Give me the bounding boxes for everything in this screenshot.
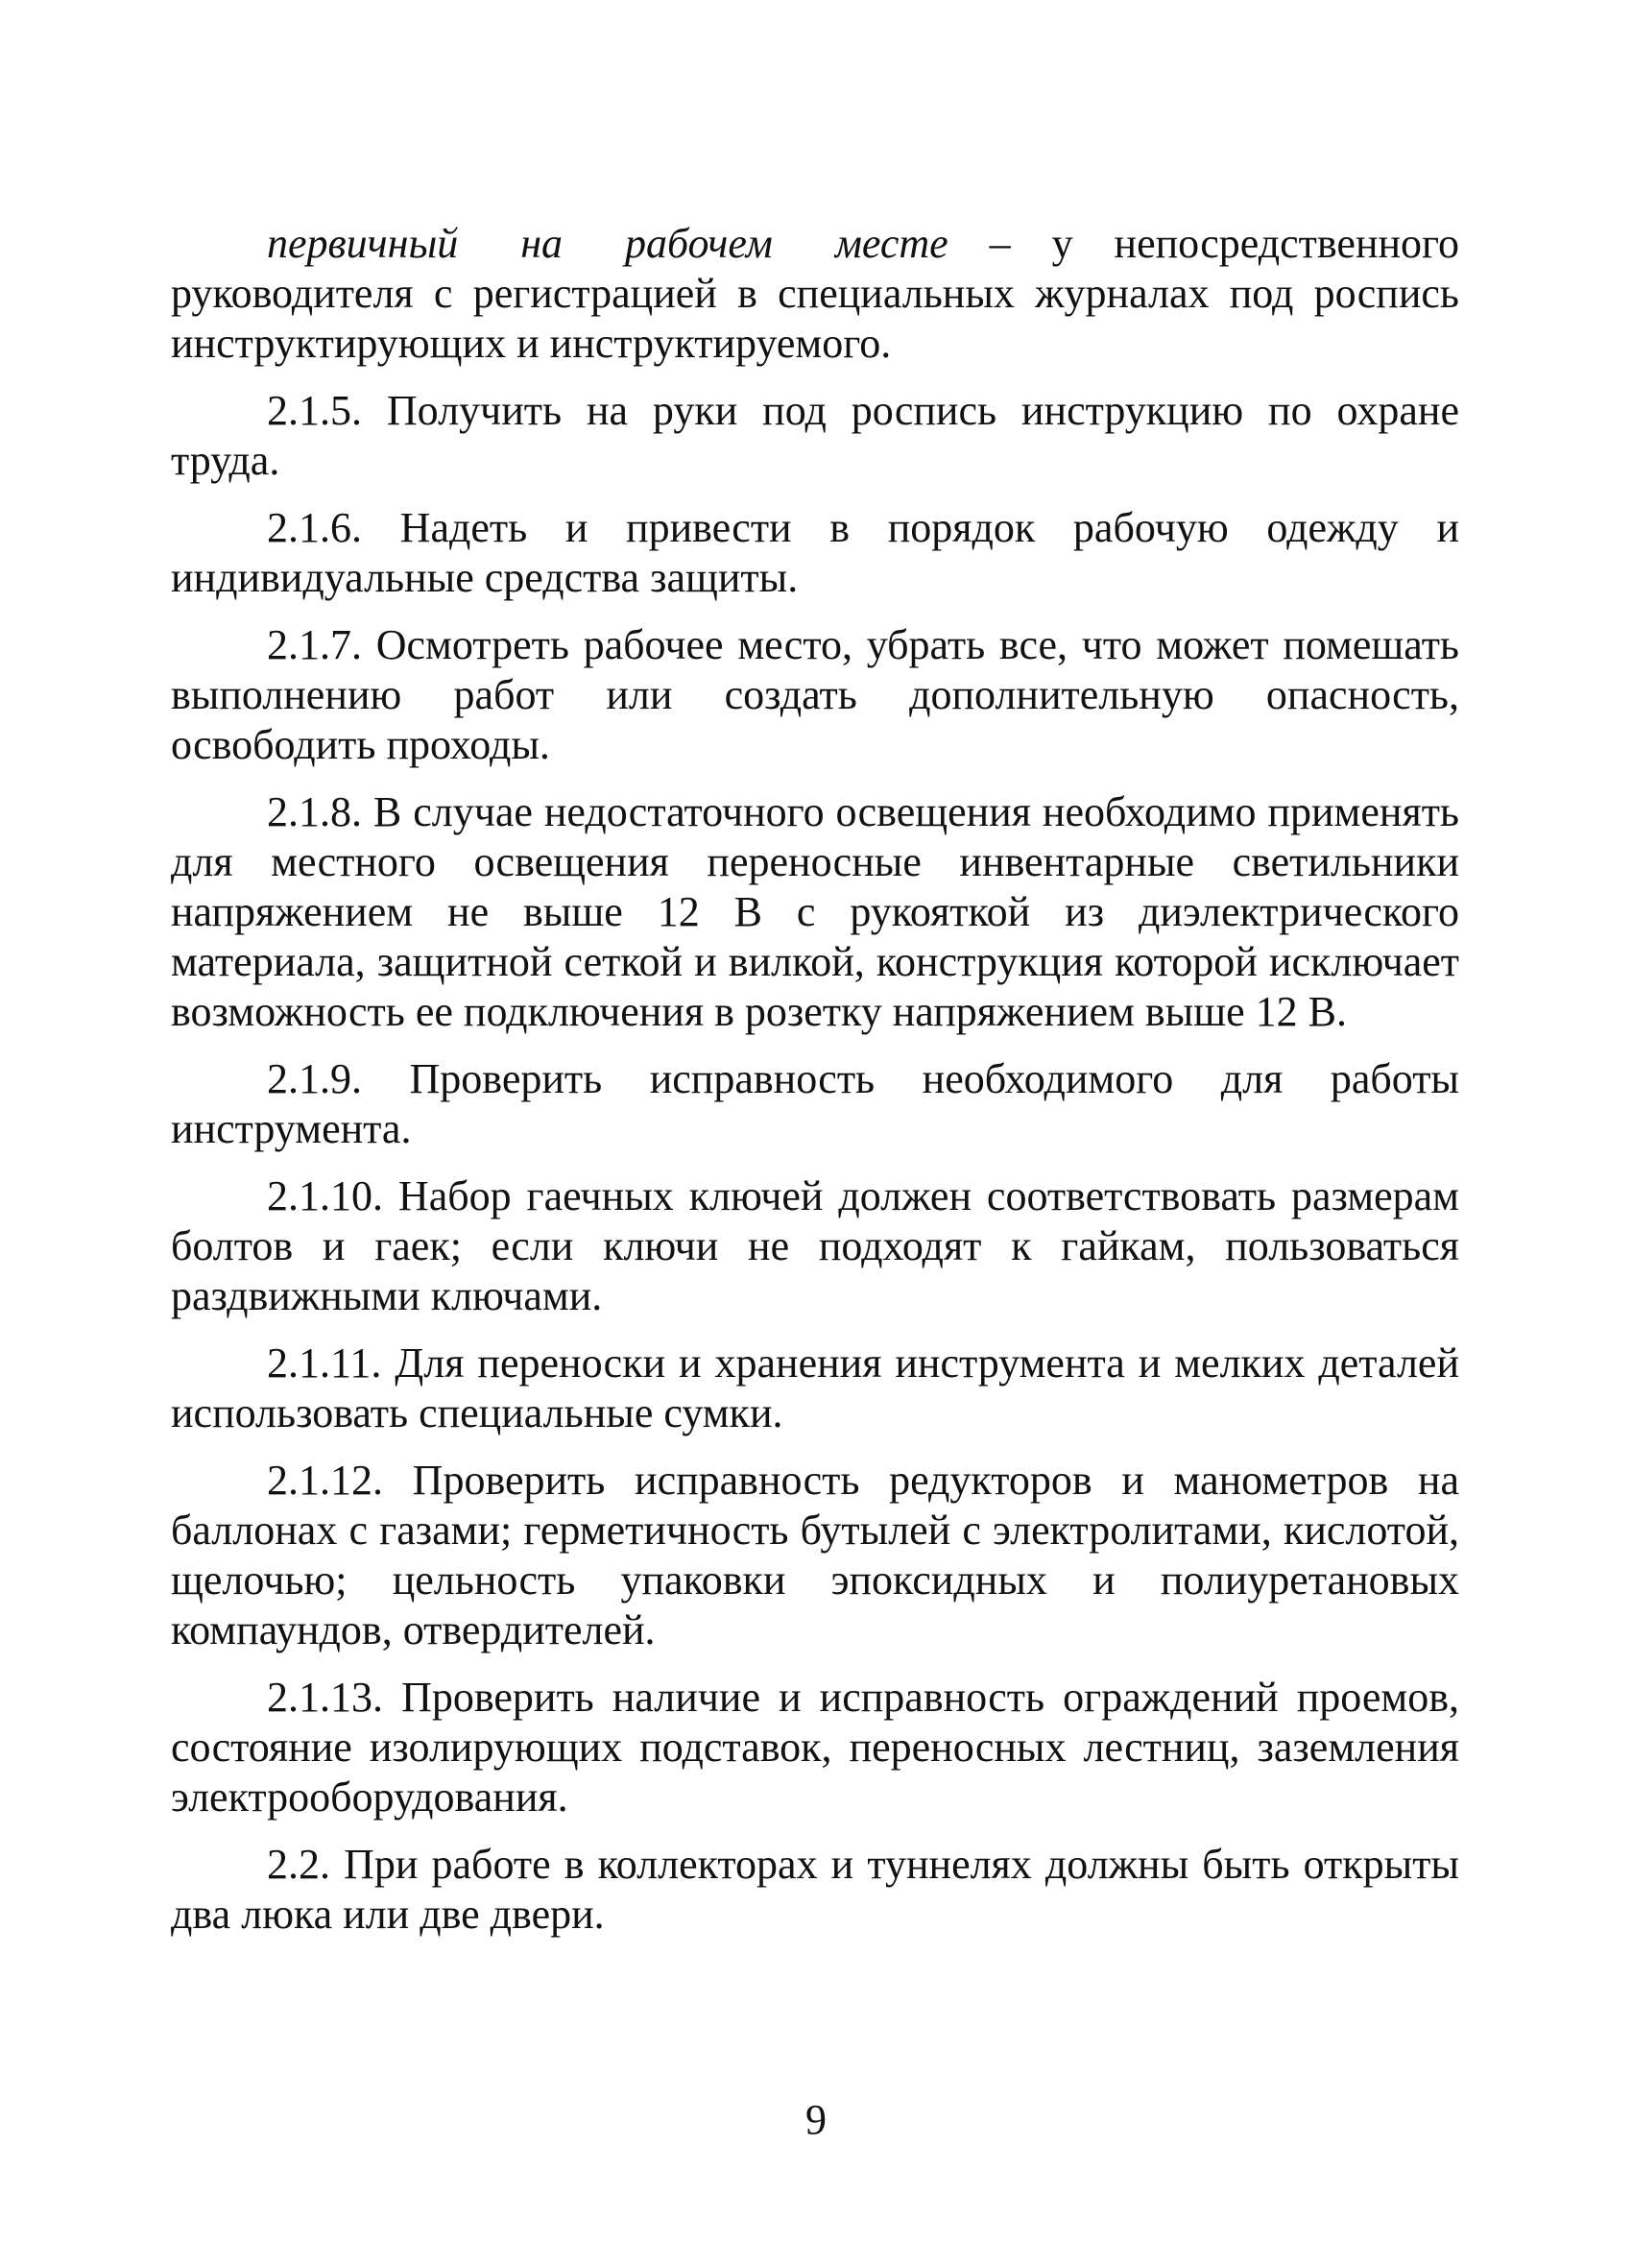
intro-text: – у непосредственного руководителя с регистрацией в специальных журналах под роспись инструктирующих и инструктируемого. (171, 220, 1459, 367)
paragraph-2-1-7: 2.1.7. Осмотреть рабочее место, убрать все, что может помешать выполнению работ или создать дополнительную опасность, освободить проходы. (171, 621, 1459, 768)
paragraph-2-1-13: 2.1.13. Проверить наличие и исправность ограждений проемов, состояние изолирующих подставок, переносных лестниц, заземления электрооборудования. (171, 1674, 1459, 1821)
intro-paragraph (171, 219, 1459, 369)
document-body (171, 219, 1459, 1957)
page-number: 9 (805, 2096, 827, 2143)
paragraph-2-1-5: 2.1.5. Получить на руки под роспись инструкцию по охране труда. (171, 387, 1459, 484)
paragraph-2-1-10: 2.1.10. Набор гаечных ключей должен соответствовать размерам болтов и гаек; если ключи не подходят к гайкам, пользоваться раздвижными ключами. (171, 1172, 1459, 1319)
paragraph-2-1-11: 2.1.11. Для переноски и хранения инструмента и мелких деталей использовать специальные сумки. (171, 1339, 1459, 1436)
paragraph-2-1-12: 2.1.12. Проверить исправность редукторов и манометров на баллонах с газами; герметичность бутылей с электролитами, кислотой, щелочью; цельность упаковки эпоксидных и полиуретановых компаундов, отвердителей. (171, 1457, 1459, 1653)
paragraph-2-1-9: 2.1.9. Проверить исправность необходимого для работы инструмента. (171, 1055, 1459, 1152)
paragraph-2-1-6: 2.1.6. Надеть и привести в порядок рабочую одежду и индивидуальные средства защиты. (171, 504, 1459, 601)
paragraph-2-1-8: 2.1.8. В случае недостаточного освещения необходимо применять для местного освещения переносные инвентарные светильники напряжением не выше 12 В с рукояткой из диэлектрического материала, защитной сеткой и вилкой, конструкция которой исключает возможность ее подключения в розетку напряжением выше 12 В. (171, 788, 1459, 1035)
intro-italic-text: первичный на рабочем месте (267, 220, 948, 267)
paragraph-2-2: 2.2. При работе в коллекторах и туннелях должны быть открыты два люка или две двери. (171, 1841, 1459, 1938)
